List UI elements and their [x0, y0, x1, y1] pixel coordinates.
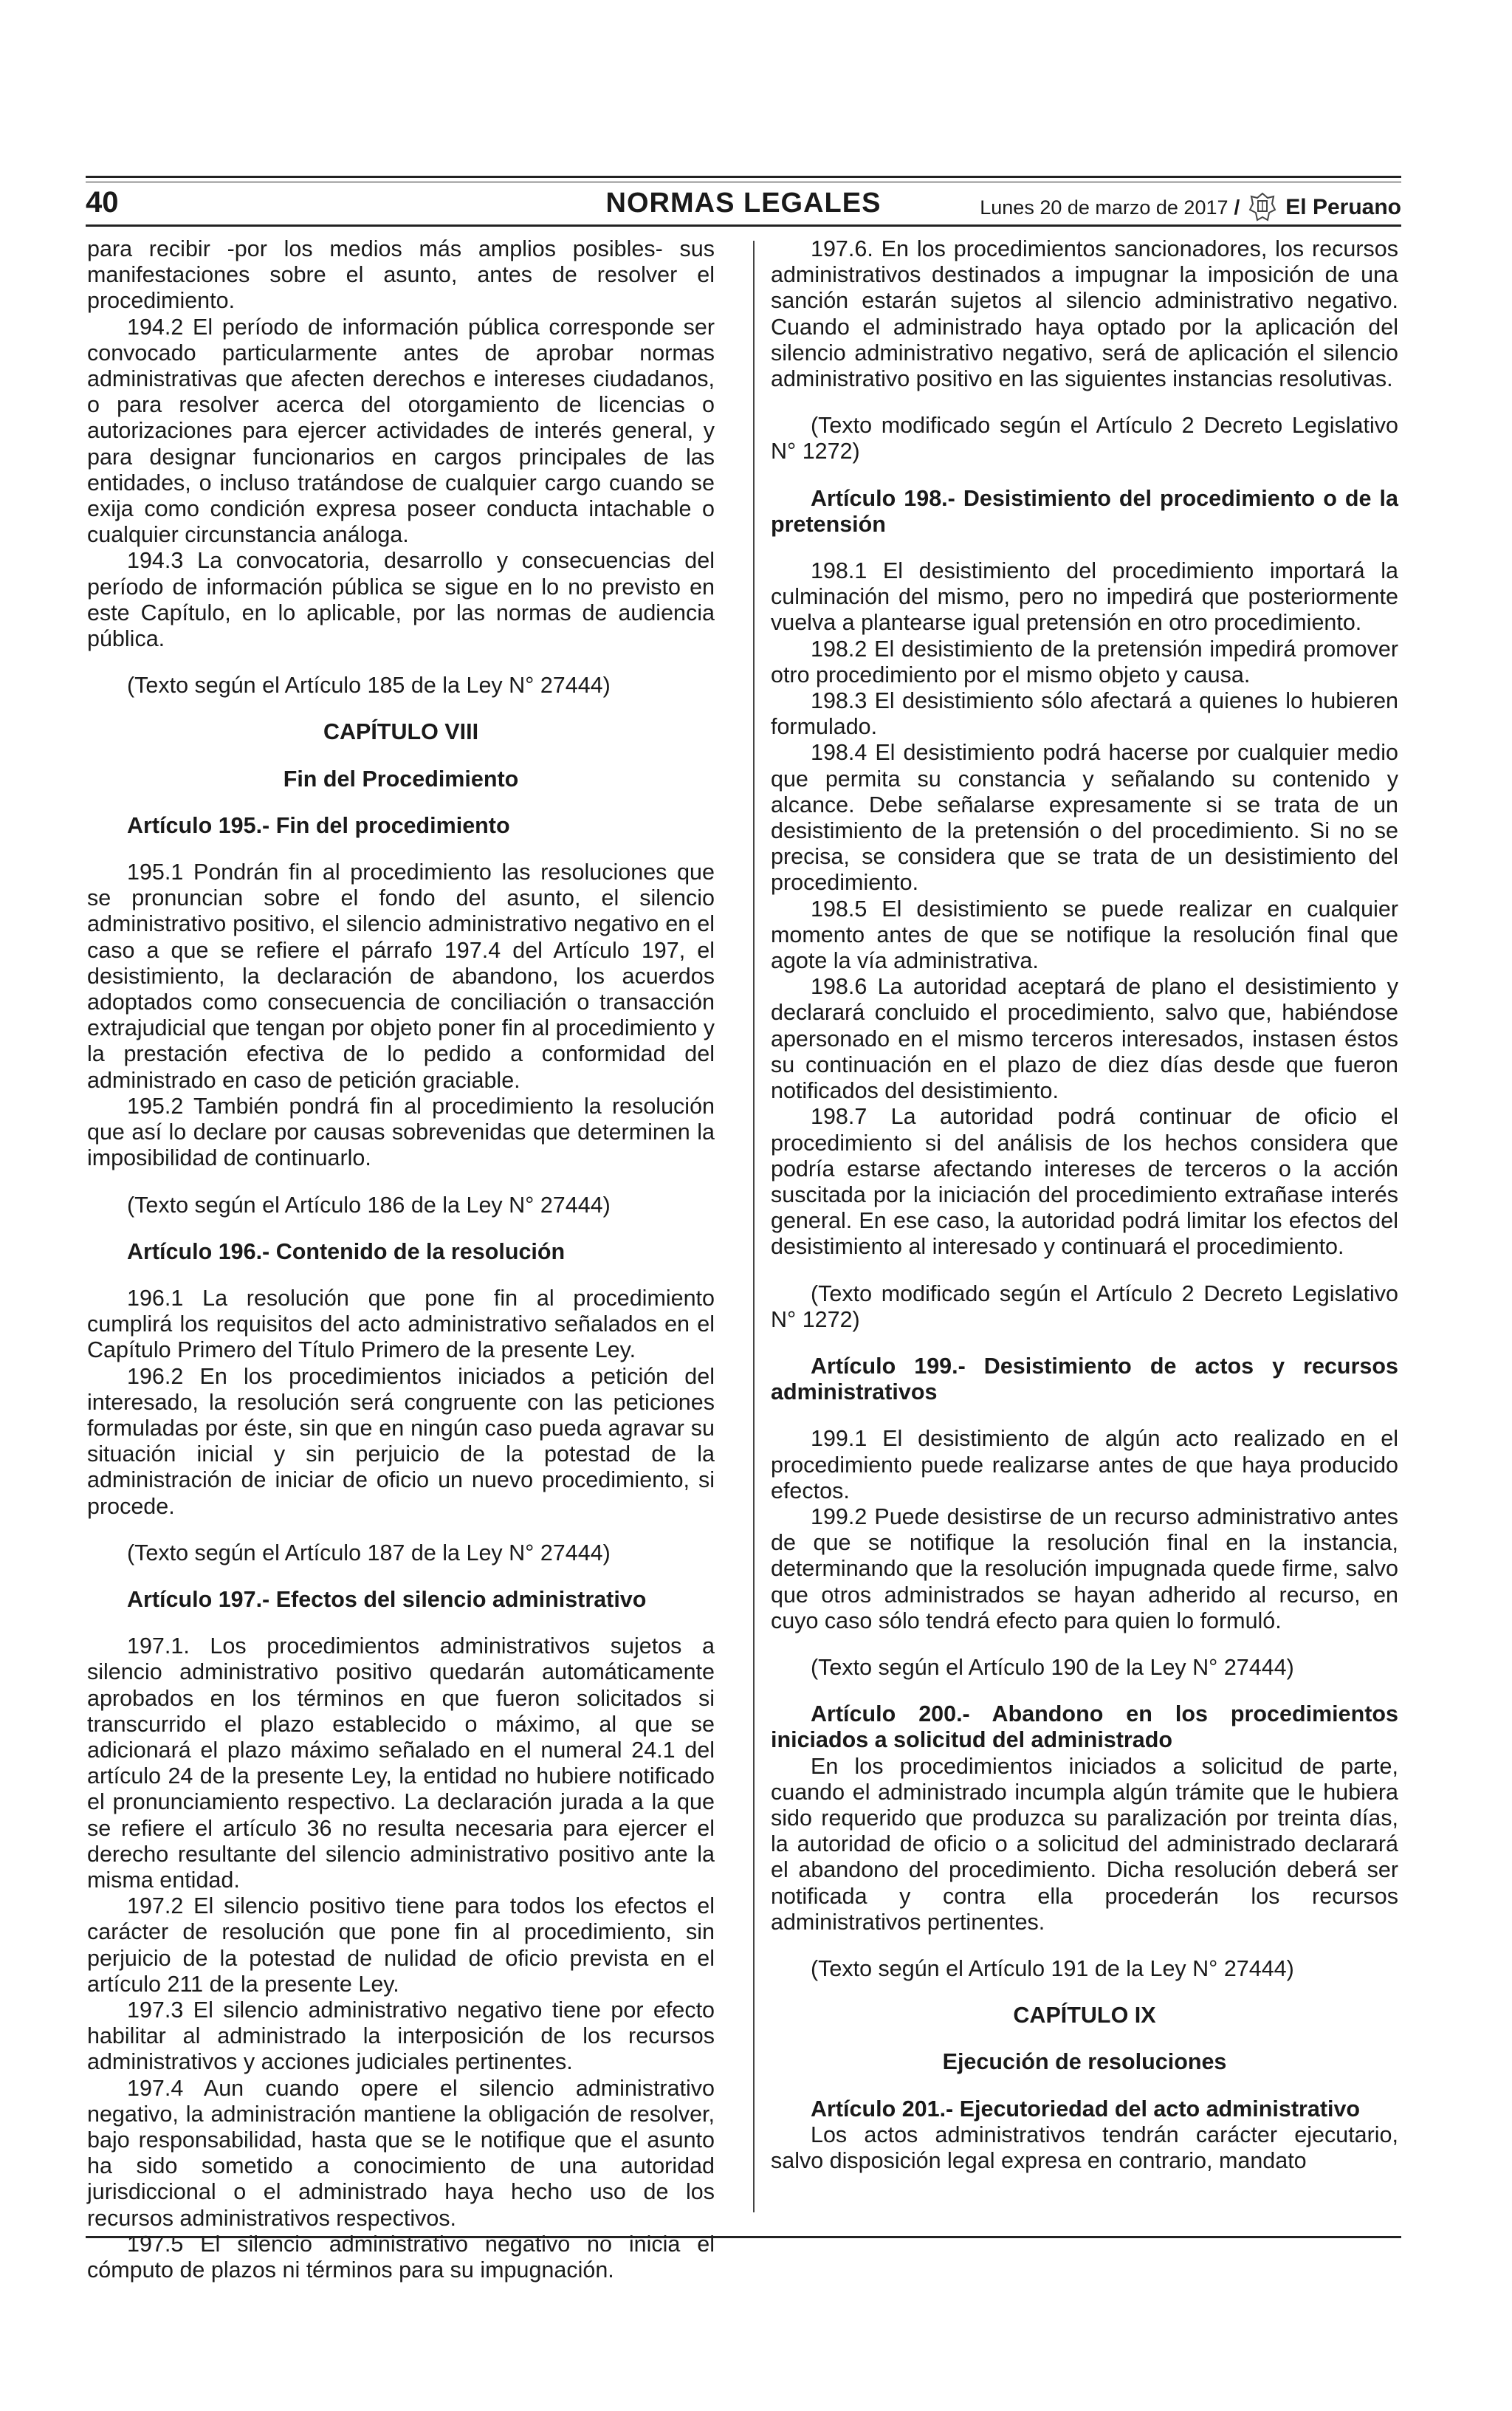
source-note: (Texto según el Artículo 190 de la Ley N° 27444)	[811, 1654, 1294, 1680]
paragraph: 196.2 En los procedimientos iniciados a petición del interesado, la resolución será congruente con las peticiones formuladas por éste, sin que en ningún caso pueda agravar su situación inicial y sin perjuicio de la potestad de la administración de iniciar de oficio un nuevo procedimiento, si procede.	[87, 1363, 715, 1519]
paragraph: 195.1 Pondrán fin al procedimiento las resoluciones que se pronuncian sobre el fondo del asunto, el silencio administrativo positivo, el silencio administrativo negativo en el caso a que se refiere el párrafo 197.4 del Artículo 197, el desistimiento, la declaración de abandono, los acuerdos adoptados como consecuencia de conciliación o transacción extrajudicial que tengan por objeto poner fin al procedimiento y la prestación efectiva de lo pedido a conformidad del administrado en caso de petición graciable.	[87, 860, 715, 1093]
header-bottom-rule	[86, 224, 1401, 227]
issue-date: Lunes 20 de marzo de 2017	[980, 196, 1228, 219]
header-separator: /	[1234, 196, 1240, 219]
article-heading: Artículo 200.- Abandono en los procedimientos iniciados a solicitud del administrado	[771, 1701, 1398, 1753]
paragraph: 198.7 La autoridad podrá continuar de oficio el procedimiento si del análisis de los hechos considera que podría estarse afectando intereses de terceros o la acción suscitada por la iniciación del procedimiento extrañase interés general. En ese caso, la autoridad podrá limitar los efectos del desistimiento al interesado y continuará el procedimiento.	[771, 1104, 1398, 1260]
header-masthead	[980, 191, 1401, 224]
paragraph: para recibir -por los medios más amplios posibles- sus manifestaciones sobre el asunto, antes de resolver el procedimiento.	[87, 236, 715, 314]
chapter-subtitle: Fin del Procedimiento	[283, 766, 519, 792]
chapter-title: CAPÍTULO IX	[1013, 2003, 1156, 2028]
chapter-title: CAPÍTULO VIII	[323, 719, 479, 745]
paragraph: 199.1 El desistimiento de algún acto realizado en el procedimiento puede realizarse antes de que haya producido efectos.	[771, 1426, 1398, 1503]
paragraph: 198.1 El desistimiento del procedimiento importará la culminación del mismo, pero no impedirá que posteriormente vuelva a plantearse igual pretensión en otro procedimiento.	[771, 558, 1398, 636]
article-heading: Artículo 198.- Desistimiento del procedimiento o de la pretensión	[771, 485, 1398, 537]
article-heading: Artículo 201.- Ejecutoriedad del acto administrativo	[811, 2096, 1361, 2122]
paragraph: 198.4 El desistimiento podrá hacerse por cualquier medio que permita su constancia y señalando su contenido y alcance. Debe señalarse expresamente si se trata de un desistimiento de la pretensión o del procedimiento. Si no se precisa, se considera que se trata de un desistimiento del procedimiento.	[771, 740, 1398, 896]
article-heading: Artículo 197.- Efectos del silencio administrativo	[127, 1586, 647, 1612]
source-note: (Texto según el Artículo 191 de la Ley N° 27444)	[811, 1955, 1294, 1981]
footer-rule	[86, 2236, 1401, 2238]
coat-of-arms-icon	[1245, 191, 1279, 224]
right-column	[771, 236, 1398, 2174]
section-title: NORMAS LEGALES	[605, 188, 882, 219]
source-note: (Texto según el Artículo 187 de la Ley N° 27444)	[127, 1540, 611, 1565]
paragraph: 198.6 La autoridad aceptará de plano el desistimiento y declarará concluido el procedimiento, salvo que, habiéndose apersonado en el mismo terceros interesados, instasen éstos su continuación en el plazo de diez días desde que fueron notificados del desistimiento.	[771, 974, 1398, 1104]
header-rule	[86, 176, 1401, 178]
source-note: (Texto modificado según el Artículo 2 Decreto Legislativo N° 1272)	[771, 1280, 1398, 1332]
paragraph: 197.4 Aun cuando opere el silencio administrativo negativo, la administración mantiene la obligación de resolver, bajo responsabilidad, hasta que se le notifique que el asunto ha sido sometido a conocimiento de una autoridad jurisdiccional o el administrado haya hecho uso de los recursos administrativos respectivos.	[87, 2075, 715, 2231]
source-note: (Texto según el Artículo 186 de la Ley N° 27444)	[127, 1192, 611, 1218]
source-note: (Texto modificado según el Artículo 2 Decreto Legislativo N° 1272)	[771, 413, 1398, 464]
paragraph: 195.2 También pondrá fin al procedimiento la resolución que así lo declare por causas sobrevenidas que determinen la imposibilidad de continuarlo.	[87, 1093, 715, 1171]
paragraph: 199.2 Puede desistirse de un recurso administrativo antes de que se notifique la resolución final en la instancia, determinando que la resolución impugnada quede firme, salvo que otros administrados se hayan adherido al recurso, en cuyo caso sólo tendrá efecto para quien lo formuló.	[771, 1503, 1398, 1633]
paragraph: 194.3 La convocatoria, desarrollo y consecuencias del período de información pública se sigue en lo no previsto en este Capítulo, en lo aplicable, por las normas de audiencia pública.	[87, 548, 715, 652]
paragraph: 194.2 El período de información pública corresponde ser convocado particularmente antes de aprobar normas administrativas que afecten derechos e intereses ciudadanos, o para resolver acerca del otorgamiento de licencias o autorizaciones para ejercer actividades de interés general, y para designar funcionarios en cargos principales de las entidades, o incluso tratándose de cualquier cargo cuando se exija como condición expresa poseer conducta intachable o cualquier circunstancia análoga.	[87, 314, 715, 548]
publication-logo: El Peruano	[1285, 195, 1401, 219]
paragraph: 197.2 El silencio positivo tiene para todos los efectos el carácter de resolución que pone fin al procedimiento, sin perjuicio de la potestad de nulidad de oficio prevista en el artículo 211 de la presente Ley.	[87, 1893, 715, 1997]
paragraph: 197.5 El silencio administrativo negativo no inicia el cómputo de plazos ni términos para su impugnación.	[87, 2231, 715, 2283]
page-header	[86, 186, 1401, 223]
paragraph: En los procedimientos iniciados a solicitud de parte, cuando el administrado incumpla algún trámite que le hubiera sido requerido que produzca su paralización por treinta días, la autoridad de oficio o a solicitud del administrado declarará el abandono del procedimiento. Dicha resolución deberá ser notificada y contra ella procederán los recursos administrativos pertinentes.	[771, 1753, 1398, 1935]
paragraph: 197.1. Los procedimientos administrativos sujetos a silencio administrativo positivo quedarán automáticamente aprobados en los términos en que fueron solicitados si transcurrido el plazo establecido o máximo, al que se adicionará el plazo máximo señalado en el numeral 24.1 del artículo 24 de la presente Ley, la entidad no hubiere notificado el pronunciamiento respectivo. La declaración jurada a la que se refiere el artículo 36 no resulta necesaria para ejercer el derecho resultante del silencio administrativo positivo ante la misma entidad.	[87, 1633, 715, 1893]
paragraph: 198.2 El desistimiento de la pretensión impedirá promover otro procedimiento por el mismo objeto y causa.	[771, 636, 1398, 687]
source-note: (Texto según el Artículo 185 de la Ley N° 27444)	[127, 673, 611, 699]
paragraph: 198.3 El desistimiento sólo afectará a quienes lo hubieren formulado.	[771, 688, 1398, 740]
paragraph: 197.6. En los procedimientos sancionadores, los recursos administrativos destinados a impugnar la imposición de una sanción estarán sujetos al silencio administrativo negativo. Cuando el administrado haya optado por la aplicación del silencio administrativo negativo, será de aplicación el silencio administrativo positivo en las siguientes instancias resolutivas.	[771, 236, 1398, 392]
article-heading: Artículo 195.- Fin del procedimiento	[127, 812, 510, 838]
left-column	[87, 236, 715, 2283]
article-heading: Artículo 199.- Desistimiento de actos y recursos administrativos	[771, 1353, 1398, 1405]
article-heading: Artículo 196.- Contenido de la resolución	[127, 1238, 566, 1264]
column-divider	[753, 241, 755, 2212]
paragraph: Los actos administrativos tendrán carácter ejecutario, salvo disposición legal expresa en contrario, mandato	[771, 2122, 1398, 2173]
chapter-subtitle: Ejecución de resoluciones	[942, 2049, 1227, 2075]
paragraph: 197.3 El silencio administrativo negativo tiene por efecto habilitar al administrado la interposición de los recursos administrativos y acciones judiciales pertinentes.	[87, 1997, 715, 2075]
paragraph: 198.5 El desistimiento se puede realizar en cualquier momento antes de que se notifique la resolución final que agote la vía administrativa.	[771, 896, 1398, 974]
page-number: 40	[86, 186, 119, 219]
paragraph: 196.1 La resolución que pone fin al procedimiento cumplirá los requisitos del acto administrativo señalados en el Capítulo Primero del Título Primero de la presente Ley.	[87, 1285, 715, 1363]
